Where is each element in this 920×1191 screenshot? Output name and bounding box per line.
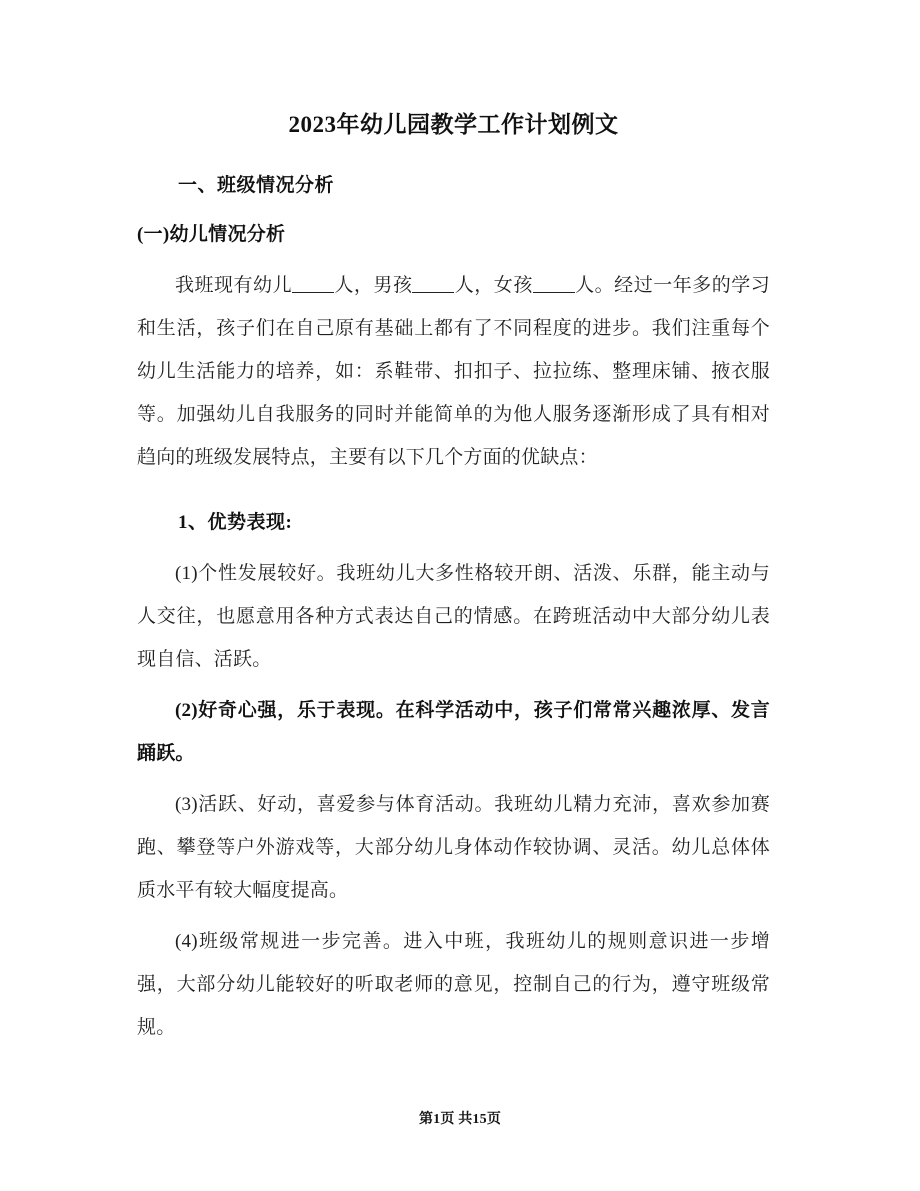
page-title: 2023年幼儿园教学工作计划例文 xyxy=(288,112,619,137)
intro-text-part2: 人，男孩 xyxy=(334,275,413,296)
blank-fill-girls xyxy=(533,292,575,293)
blank-fill-boys xyxy=(412,292,454,293)
intro-text-part4: 人。经过一年多的学习和生活，孩子们在自己原有基础上都有了不同程度的进步。我们注重每个幼儿生活能力的培养，如：系鞋带、扣扣子、拉拉练、整理床铺、掖衣服等。加强幼儿自我服务的同时并能简单的为他人服务逐渐形成了具有相对趋向的班级发展特点，主要有以下几个方面的优缺点： xyxy=(137,275,770,468)
blank-fill-total-children xyxy=(292,292,334,293)
paragraph-advantage-3: (3)活跃、好动，喜爱参与体育活动。我班幼儿精力充沛，喜欢参加赛跑、攀登等户外游戏等，大部分幼儿身体动作较协调、灵活。幼儿总体体质水平有较大幅度提高。 xyxy=(137,794,770,901)
heading-advantages: 1、优势表现: xyxy=(178,512,293,533)
section-heading-class-analysis: 一、班级情况分析 xyxy=(178,175,335,196)
page-footer: 第1页 共15页 xyxy=(418,1112,502,1127)
paragraph-advantage-1: (1)个性发展较好。我班幼儿大多性格较开朗、活泼、乐群，能主动与人交往，也愿意用各种方式表达自己的情感。在跨班活动中大部分幼儿表现自信、活跃。 xyxy=(137,563,770,670)
subsection-heading-child-analysis: (一)幼儿情况分析 xyxy=(137,224,286,245)
paragraph-class-overview xyxy=(137,256,770,479)
paragraph-advantage-4: (4)班级常规进一步完善。进入中班，我班幼儿的规则意识进一步增强，大部分幼儿能较好的听取老师的意见，控制自己的行为，遵守班级常规。 xyxy=(137,931,770,1038)
intro-text-part3: 人，女孩 xyxy=(454,275,533,296)
document-body xyxy=(137,0,770,1049)
intro-text-part1: 我班现有幼儿 xyxy=(175,275,293,296)
paragraph-advantage-2: (2)好奇心强，乐于表现。在科学活动中，孩子们常常兴趣浓厚、发言踊跃。 xyxy=(137,700,770,764)
